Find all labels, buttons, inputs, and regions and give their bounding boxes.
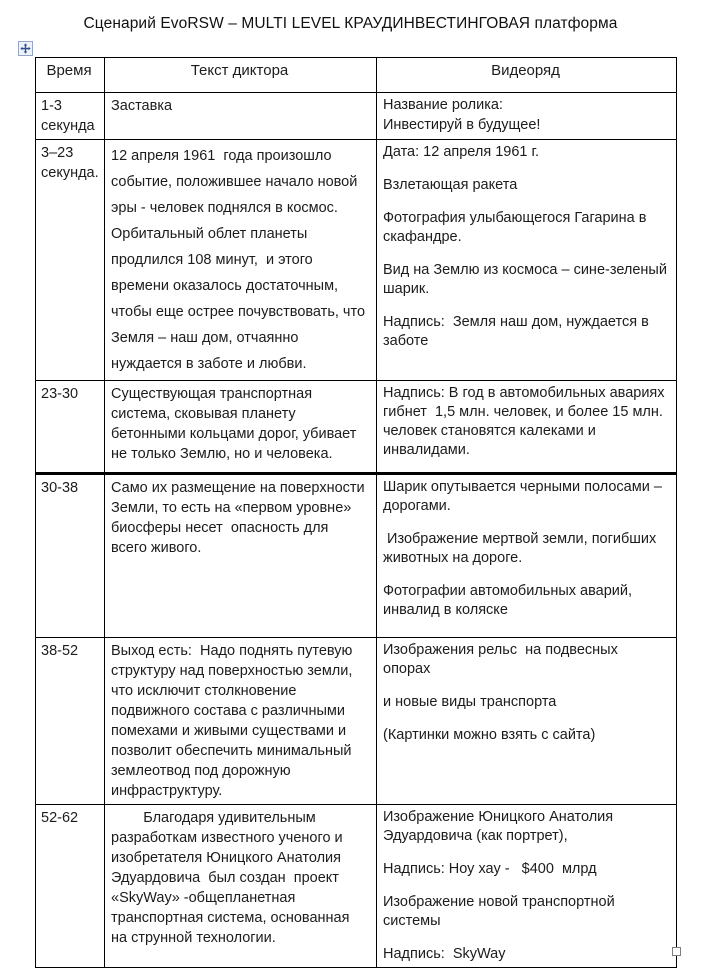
table-row xyxy=(36,805,677,968)
time-cell[interactable]: 38-52 xyxy=(36,638,105,805)
time-cell[interactable]: 23-30 xyxy=(36,381,105,474)
col-header-time[interactable]: Время xyxy=(36,58,105,93)
time-cell[interactable]: 1-3 секунда xyxy=(36,93,105,140)
col-header-narration[interactable]: Текст диктора xyxy=(105,58,377,93)
visual-paragraph: Изображение мертвой земли, погибших животных на дороге. xyxy=(383,531,661,566)
visual-paragraph: Инвестируй в будущее! xyxy=(383,117,541,133)
narration-paragraph: Существующая транспортная система, сковывая планету бетонными кольцами дорог, убивает не только Землю, но и человека. xyxy=(111,386,361,462)
narration-paragraph: Заставка xyxy=(111,98,173,114)
visuals-cell[interactable] xyxy=(377,93,677,140)
visual-paragraph: (Картинки можно взять с сайта) xyxy=(383,727,596,743)
table-row xyxy=(36,93,677,140)
table-move-handle[interactable] xyxy=(18,41,33,56)
visuals-cell[interactable] xyxy=(377,474,677,638)
narration-cell[interactable] xyxy=(105,638,377,805)
table-row xyxy=(36,638,677,805)
narration-paragraph: Благодаря удивительным разработкам известного ученого и изобретателя Юницкого Анатолия Эдуардовича был создан проект «SkyWay» -общепланетная транспортная система, основанная на струнной технологии. xyxy=(111,810,354,946)
visual-paragraph: Надпись: Земля наш дом, нуждается в заботе xyxy=(383,314,653,349)
visual-paragraph: Шарик опутывается черными полосами – дорогами. xyxy=(383,479,666,514)
visual-paragraph: Надпись: Ноу хау - $400 млрд xyxy=(383,861,597,877)
visual-paragraph: Взлетающая ракета xyxy=(383,177,518,193)
visual-paragraph: Изображения рельс на подвесных опорах xyxy=(383,642,622,677)
visual-paragraph: Дата: 12 апреля 1961 г. xyxy=(383,144,540,160)
visual-paragraph: Изображение Юницкого Анатолия Эдуардовича (как портрет), xyxy=(383,809,618,844)
header-row xyxy=(36,58,677,93)
visual-paragraph: Изображение новой транспортной системы xyxy=(383,894,619,929)
visual-paragraph: и новые виды транспорта xyxy=(383,694,557,710)
narration-cell[interactable] xyxy=(105,93,377,140)
narration-paragraph: 12 апреля 1961 года произошло событие, положившее начало новой эры - человек поднялся в космос. Орбитальный облет планеты продлился 108 минут, и этого времени оказалось достаточным, чтобы еще острее почувствовать, что Земля – наш дом, отчаянно нуждается в заботе и любви. xyxy=(111,148,370,372)
narration-cell[interactable] xyxy=(105,805,377,968)
time-cell[interactable]: 52-62 xyxy=(36,805,105,968)
table-row xyxy=(36,381,677,474)
visual-paragraph: Название ролика: xyxy=(383,97,503,113)
time-cell[interactable]: 3–23 секунда. xyxy=(36,140,105,381)
visuals-cell[interactable] xyxy=(377,805,677,968)
table-resize-handle[interactable] xyxy=(672,947,681,956)
narration-paragraph: Выход есть: Надо поднять путевую структуру над поверхностью земли, что исключит столкновение подвижного состава с различными помехами и живыми существами и позволит обеспечить минимальный землеотвод под дорожную инфраструктуру. xyxy=(111,643,357,799)
move-cross-icon xyxy=(20,43,31,54)
visuals-cell[interactable] xyxy=(377,381,677,474)
narration-cell[interactable] xyxy=(105,140,377,381)
narration-paragraph: Само их размещение на поверхности Земли, то есть на «первом уровне» биосферы несет опасность для всего живого. xyxy=(111,480,369,556)
script-table xyxy=(35,57,677,968)
visuals-cell[interactable] xyxy=(377,140,677,381)
visual-paragraph: Фотография улыбающегося Гагарина в скафандре. xyxy=(383,210,651,245)
table-row xyxy=(36,140,677,381)
visual-paragraph: Вид на Землю из космоса – сине-зеленый шарик. xyxy=(383,262,671,297)
narration-cell[interactable] xyxy=(105,381,377,474)
visual-paragraph: Надпись: В год в автомобильных авариях гибнет 1,5 млн. человек, и более 15 млн. человек становятся калеками и инвалидами. xyxy=(383,385,669,458)
document-title[interactable]: Сценарий EvoRSW – MULTI LEVEL КРАУДИНВЕСТИНГОВАЯ платформа xyxy=(83,15,618,32)
visual-paragraph: Фотографии автомобильных аварий, инвалид в коляске xyxy=(383,583,637,618)
visual-paragraph: Надпись: SkyWay xyxy=(383,946,506,962)
time-cell[interactable]: 30-38 xyxy=(36,474,105,638)
narration-cell[interactable] xyxy=(105,474,377,638)
visuals-cell[interactable] xyxy=(377,638,677,805)
table-row xyxy=(36,474,677,638)
col-header-visuals[interactable]: Видеоряд xyxy=(377,58,677,93)
